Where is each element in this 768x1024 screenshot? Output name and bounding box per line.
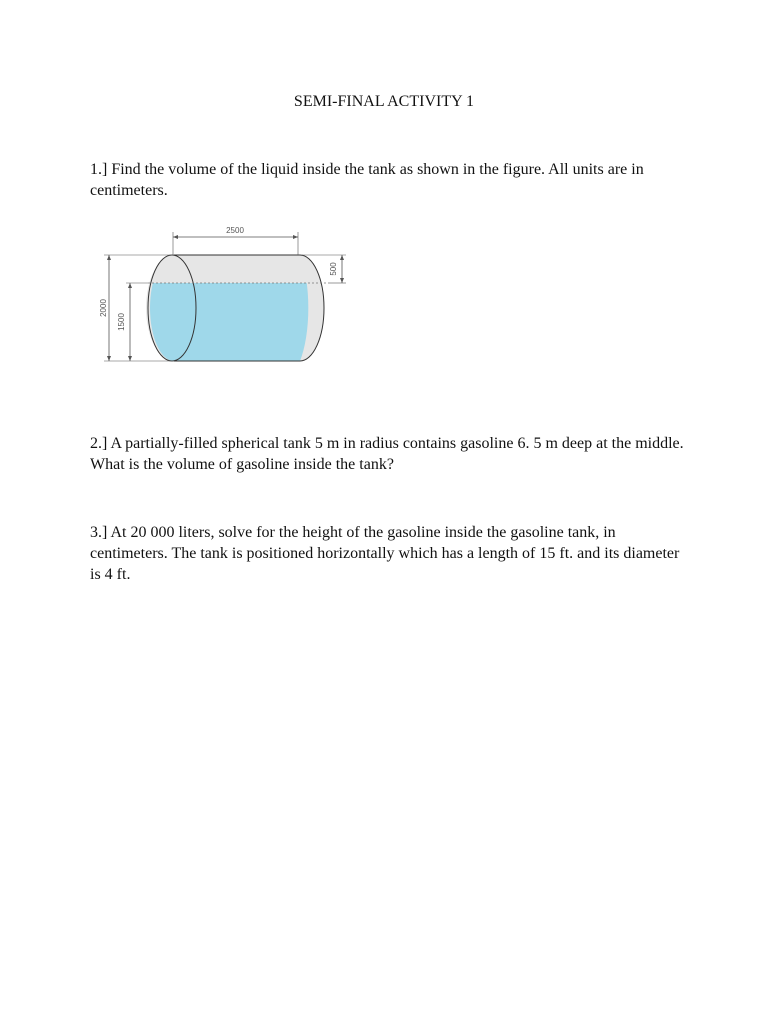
page-title: SEMI-FINAL ACTIVITY 1 (293, 93, 475, 110)
empty-depth-arrow-top (340, 255, 344, 260)
length-label: 2500 (226, 226, 244, 235)
question-2: 2.] A partially-filled spherical tank 5 m in radius contains gasoline 6. 5 m deep at the middle. What is the volume of gasoline inside the tank? (90, 435, 684, 473)
liquid-depth-label: 1500 (117, 313, 126, 331)
question-1: 1.] Find the volume of the liquid inside the tank as shown in the figure. All units are in centimeters. (90, 161, 644, 199)
length-arrow-left (173, 235, 178, 239)
empty-depth-arrow-bottom (340, 278, 344, 283)
length-arrow-right (293, 235, 298, 239)
diameter-label: 2000 (99, 299, 108, 317)
empty-depth-label: 500 (329, 262, 338, 276)
tank-diagram-svg (90, 222, 370, 372)
question-3: 3.] At 20 000 liters, solve for the height of the gasoline inside the gasoline tank, in centimeters. The tank is positioned horizontally which has a length of 15 ft. and its diameter is 4 ft. (90, 524, 680, 583)
diameter-arrow-bottom (107, 356, 111, 361)
tank-figure (90, 222, 370, 372)
liquid-depth-arrow-bottom (128, 356, 132, 361)
liquid-depth-arrow-top (128, 283, 132, 288)
diameter-arrow-top (107, 255, 111, 260)
